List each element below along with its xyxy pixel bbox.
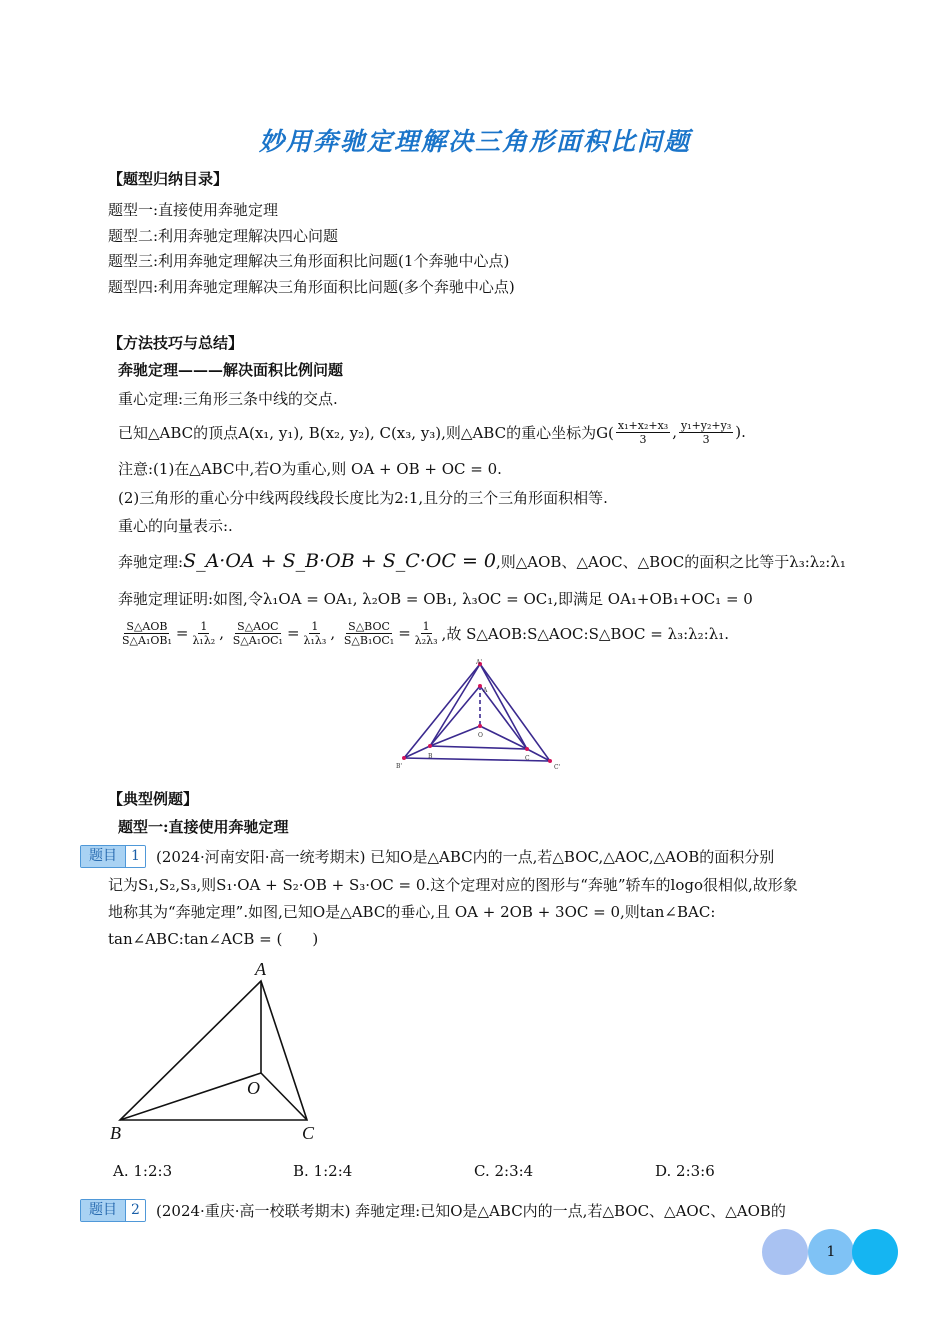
ratio-3-lhs — [342, 620, 396, 647]
centroid-definition: 重心定理:三角形三条中线的交点. — [118, 390, 338, 408]
question-number: 2 — [125, 1200, 145, 1221]
area-ratios — [118, 614, 729, 652]
question-tag-label: 题目 — [81, 846, 125, 867]
r2-num: S△AOC — [237, 619, 279, 633]
page-number: 1 — [826, 1244, 836, 1260]
r3-num: S△BOC — [348, 619, 390, 633]
question-2-tag — [80, 1199, 146, 1222]
r1-den: S△A₁OB₁ — [122, 633, 172, 647]
label-b-prime: B' — [396, 763, 403, 770]
page-title: 妙用奔驰定理解决三角形面积比问题 — [258, 127, 691, 156]
r2-rhs-num: 1 — [311, 619, 319, 633]
frac-x-num: x₁+x₂+x₃ — [617, 418, 669, 432]
centroid-coordinates — [118, 415, 746, 449]
decor-circle-3 — [852, 1229, 898, 1275]
fig2-label-b: B — [110, 1123, 121, 1143]
fig2-label-o: O — [247, 1078, 260, 1098]
benz-theorem — [118, 550, 846, 572]
ratio-2-lhs — [231, 620, 285, 647]
toc-item-2: 题型二:利用奔驰定理解决四心问题 — [108, 227, 339, 245]
examples-heading: 【典型例题】 — [108, 790, 199, 808]
frac-x-den: 3 — [639, 432, 647, 446]
q1-line-3: 地称其为“奔驰定理”.如图,已知O是△ABC的垂心,且 OA + 2OB + 3OC = 0,则tan∠BAC: — [108, 903, 716, 921]
note-1: 注意:(1)在△ABC中,若O为重心,则 OA + OB + OC = 0. — [118, 460, 502, 478]
r1-rhs-num: 1 — [200, 619, 208, 633]
q1-line-4: tan∠ABC:tan∠ACB = ( ) — [108, 930, 319, 948]
label-b: B — [428, 753, 433, 760]
frac-y-num: y₁+y₂+y₃ — [680, 418, 732, 432]
q1-line-2: 记为S₁,S₂,S₃,则S₁·OA + S₂·OB + S₃·OC = 0.这个定理对应的图形与“奔驰”轿车的logo很相似,故形象 — [108, 876, 798, 894]
type1-heading: 题型一:直接使用奔驰定理 — [118, 818, 289, 836]
eq: = — [175, 624, 189, 642]
label-o: O — [478, 732, 483, 739]
label-a-prime: A' — [476, 659, 482, 666]
benz-label: 奔驰定理: — [118, 553, 184, 571]
question-tag-label: 题目 — [81, 1200, 125, 1221]
centroid-text: 已知△ABC的顶点A(x₁, y₁), B(x₂, y₂), C(x₃, y₃),则△ABC的重心坐标为G( — [118, 423, 614, 442]
centroid-frac-x — [616, 419, 670, 446]
r1-num: S△AOB — [126, 619, 168, 633]
vector-representation: 重心的向量表示:. — [118, 517, 233, 535]
benz-formula: S_A·OA + S_B·OB + S_C·OC = 0 — [183, 550, 496, 572]
r2-rhs-den: λ₁λ₃ — [303, 633, 327, 647]
r3-rhs-num: 1 — [422, 619, 430, 633]
fig2-label-a: A — [255, 959, 266, 979]
toc-heading: 【题型归纳目录】 — [108, 170, 229, 188]
label-c: C — [525, 755, 530, 762]
r1-rhs-den: λ₁λ₂ — [192, 633, 216, 647]
comma: , — [219, 624, 229, 642]
decor-circle-1 — [762, 1229, 808, 1275]
centroid-close: ). — [735, 423, 746, 441]
question-1-tag — [80, 845, 146, 868]
fig2-label-c: C — [302, 1123, 315, 1143]
method-heading: 【方法技巧与总结】 — [108, 334, 244, 352]
benz-figure — [390, 658, 570, 778]
note-2: (2)三角形的重心分中线两段线段长度比为2:1,且分的三个三角形面积相等. — [118, 489, 608, 507]
ratio-2-rhs — [302, 620, 329, 647]
toc-item-1: 题型一:直接使用奔驰定理 — [108, 201, 279, 219]
eq: = — [398, 624, 411, 642]
orthocenter-figure — [100, 955, 340, 1150]
ratio-3-rhs — [413, 620, 440, 647]
comma: , — [330, 624, 340, 642]
outer-triangle — [404, 664, 550, 761]
page-number-circle — [808, 1229, 854, 1275]
option-a[interactable]: A. 1:2:3 — [113, 1162, 173, 1180]
q1-line-1: (2024·河南安阳·高一统考期末) 已知O是△ABC内的一点,若△BOC,△AOC,△AOB的面积分别 — [156, 848, 775, 866]
r2-den: S△A₁OC₁ — [232, 633, 283, 647]
benz-proof: 奔驰定理证明:如图,令λ₁OA = OA₁, λ₂OB = OB₁, λ₃OC = OC₁,即满足 OA₁+OB₁+OC₁ = 0 — [118, 590, 753, 608]
r3-rhs-den: λ₂λ₃ — [414, 633, 438, 647]
comma: , — [672, 423, 677, 441]
r3-den: S△B₁OC₁ — [343, 633, 395, 647]
frac-y-den: 3 — [702, 432, 710, 446]
eq: = — [286, 624, 300, 642]
label-c-prime: C' — [554, 764, 561, 771]
option-d[interactable]: D. 2:3:6 — [655, 1162, 715, 1180]
toc-item-4: 题型四:利用奔驰定理解决三角形面积比问题(多个奔驰中心点) — [108, 278, 515, 296]
method-subheading: 奔驰定理———解决面积比例问题 — [118, 361, 344, 379]
ratio-conclusion: ,故 S△AOB:S△AOC:S△BOC = λ₃:λ₂:λ₁. — [441, 624, 730, 643]
ratio-1-lhs — [120, 620, 174, 647]
ratio-1-rhs — [190, 620, 217, 647]
benz-conclusion: ,则△AOB、△AOC、△BOC的面积之比等于λ₃:λ₂:λ₁ — [496, 553, 846, 571]
q2-line-1: (2024·重庆·高一校联考期末) 奔驰定理:已知O是△ABC内的一点,若△BOC、△AOC、△AOB的 — [156, 1202, 786, 1220]
option-b[interactable]: B. 1:2:4 — [293, 1162, 353, 1180]
label-a: A — [483, 687, 488, 694]
toc-item-3: 题型三:利用奔驰定理解决三角形面积比问题(1个奔驰中心点) — [108, 252, 510, 270]
option-c[interactable]: C. 2:3:4 — [474, 1162, 534, 1180]
centroid-frac-y — [679, 419, 733, 446]
question-number: 1 — [125, 846, 145, 867]
